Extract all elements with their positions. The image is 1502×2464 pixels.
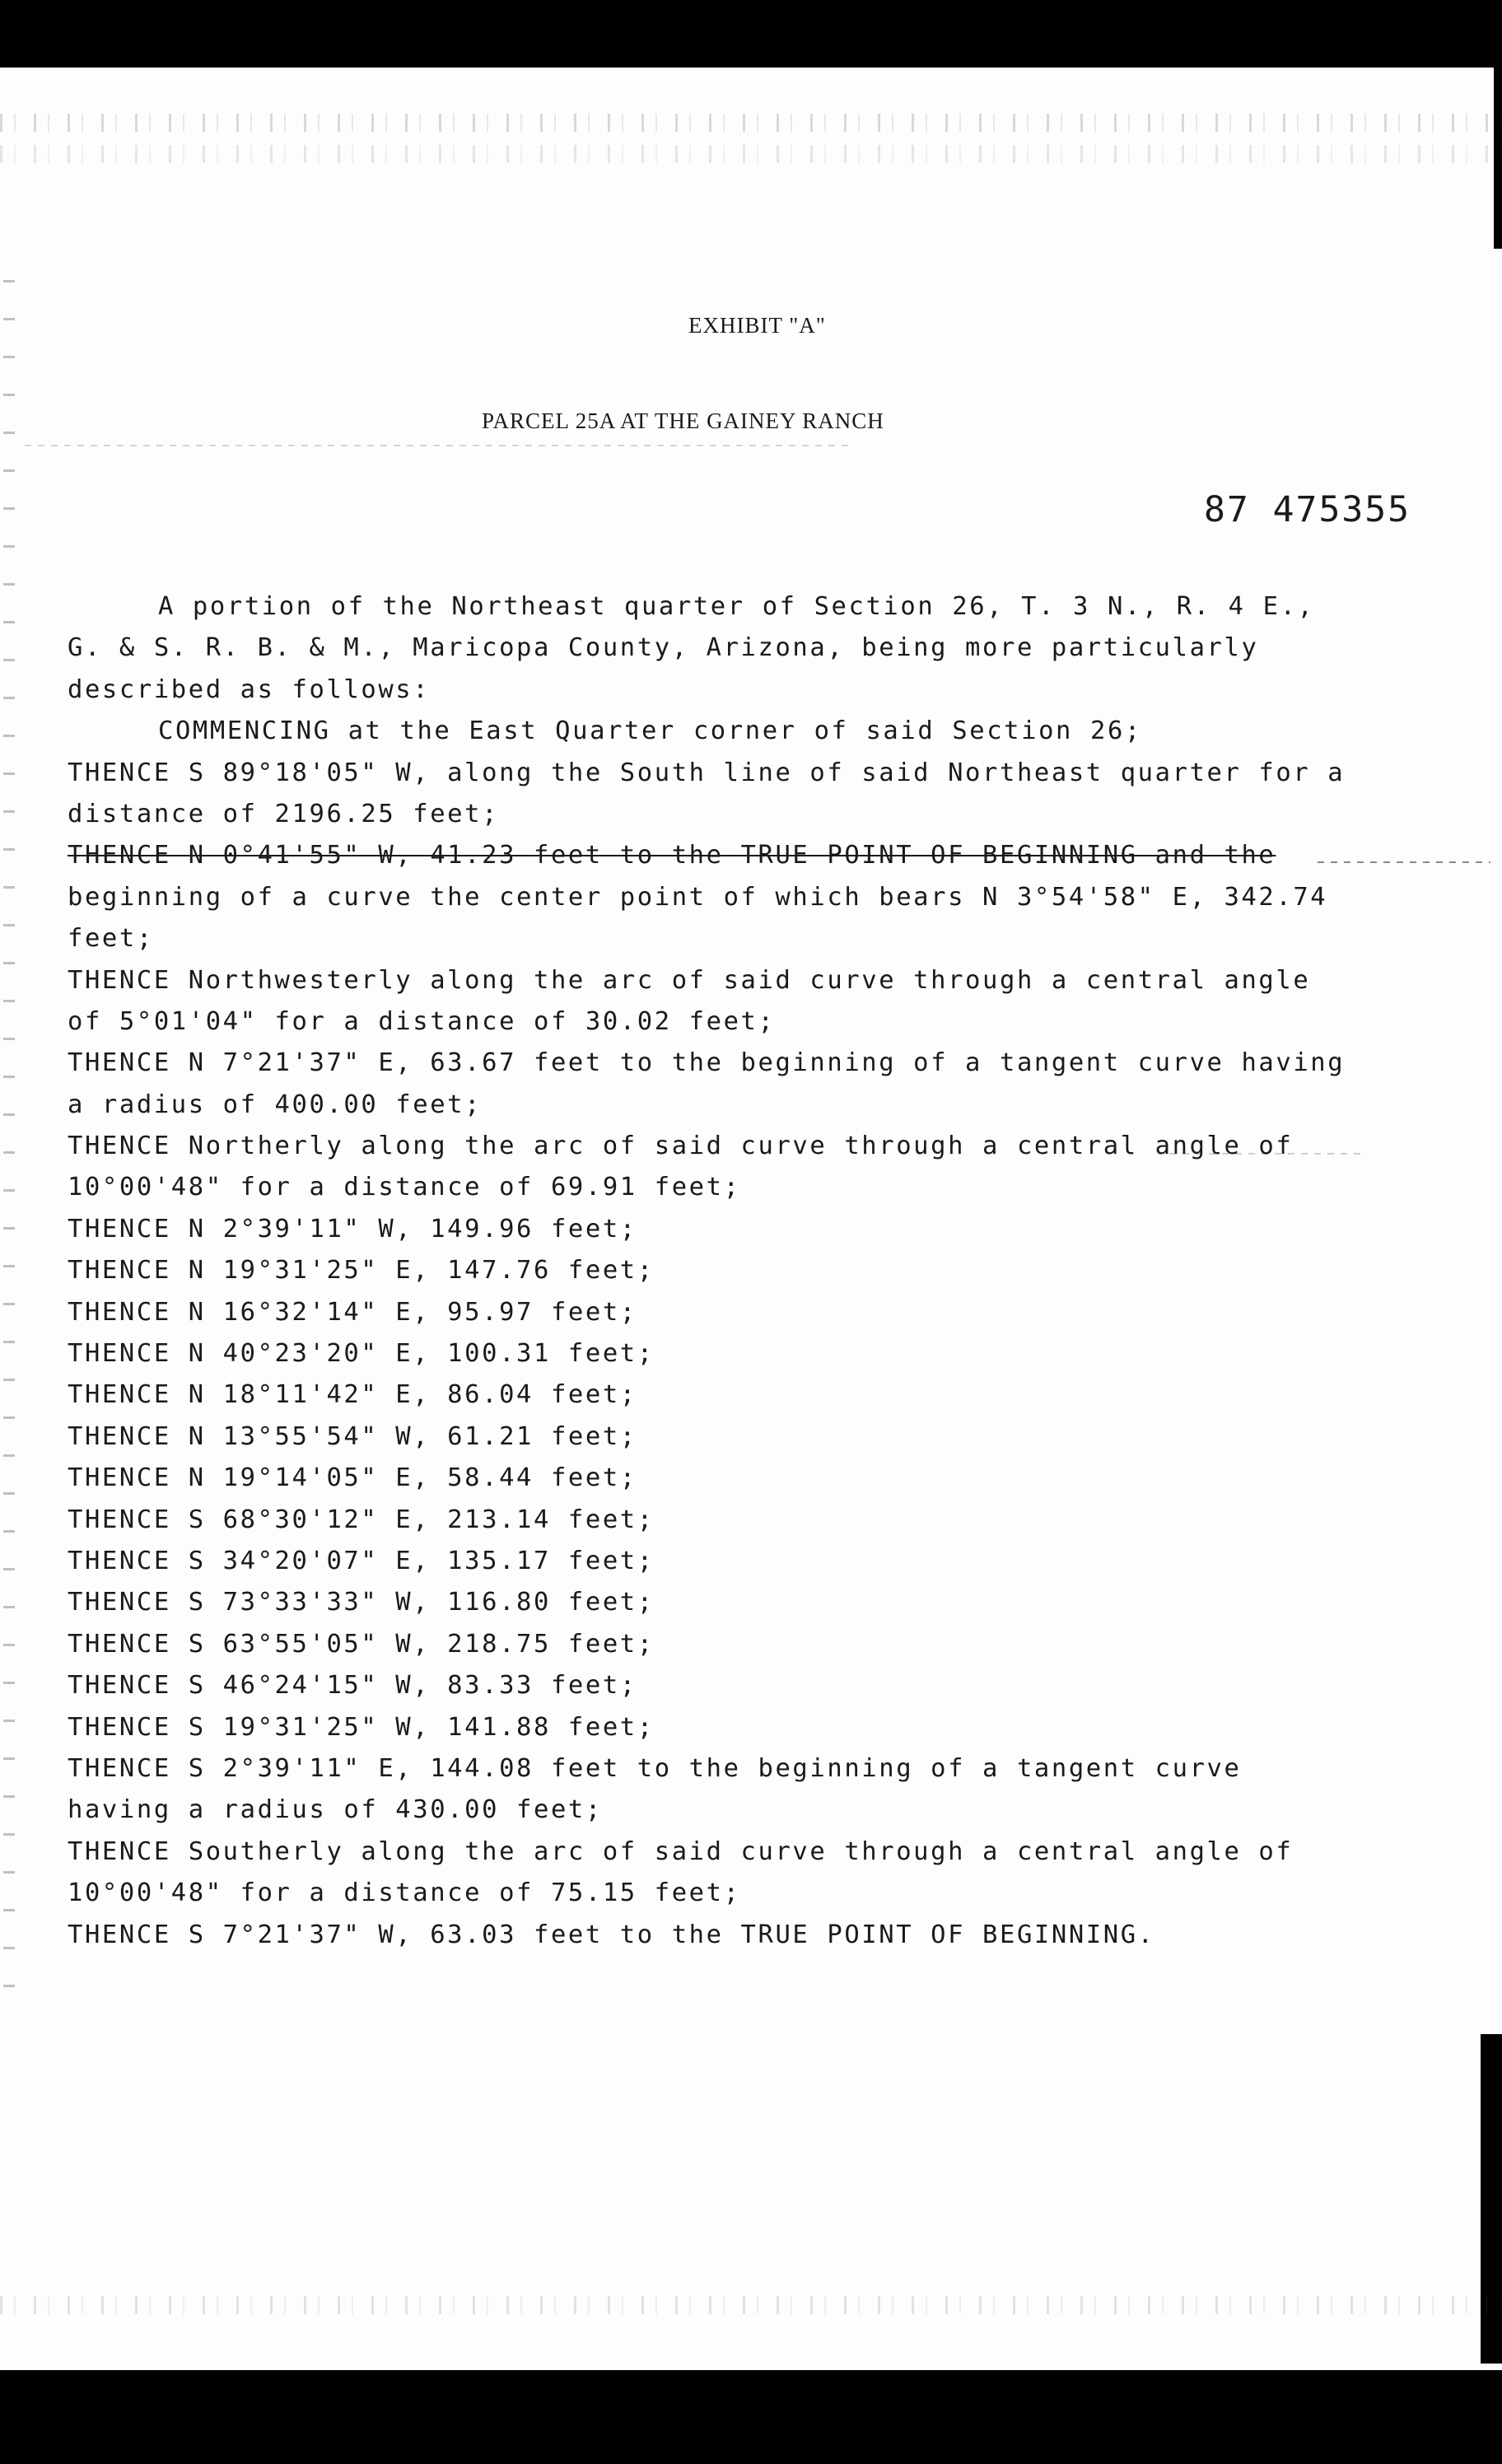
description-line: having a radius of 430.00 feet; bbox=[68, 1795, 603, 1825]
description-line: A portion of the Northeast quarter of Section 26, T. 3 N., R. 4 E., bbox=[158, 592, 1315, 621]
parcel-title: PARCEL 25A AT THE GAINEY RANCH bbox=[482, 408, 884, 433]
description-line: COMMENCING at the East Quarter corner of said Section 26; bbox=[158, 716, 1142, 746]
scan-noise-row bbox=[0, 114, 1502, 132]
description-line: G. & S. R. B. & M., Maricopa County, Arizona, being more particularly bbox=[68, 633, 1259, 663]
description-line: beginning of a curve the center point of which bears N 3°54'58" E, 342.74 bbox=[68, 882, 1328, 912]
description-line: feet; bbox=[68, 924, 154, 954]
description-line: 10°00'48" for a distance of 75.15 feet; bbox=[68, 1878, 741, 1908]
scan-noise-line bbox=[25, 445, 848, 446]
description-line: THENCE N 13°55'54" W, 61.21 feet; bbox=[68, 1421, 637, 1451]
exhibit-title: EXHIBIT "A" bbox=[688, 313, 826, 338]
description-line: THENCE S 73°33'33" W, 116.80 feet; bbox=[68, 1588, 655, 1617]
description-line: THENCE S 63°55'05" W, 218.75 feet; bbox=[68, 1629, 655, 1659]
description-line: THENCE S 34°20'07" E, 135.17 feet; bbox=[68, 1546, 655, 1575]
description-line: THENCE N 2°39'11" W, 149.96 feet; bbox=[68, 1214, 637, 1244]
description-line: THENCE N 0°41'55" W, 41.23 feet to the TRUE POINT OF BEGINNING and the bbox=[68, 841, 1276, 870]
description-line: THENCE N 16°32'14" E, 95.97 feet; bbox=[68, 1297, 637, 1327]
description-line: THENCE N 40°23'20" E, 100.31 feet; bbox=[68, 1339, 655, 1369]
description-line: 10°00'48" for a distance of 69.91 feet; bbox=[68, 1173, 741, 1202]
scan-noise-row bbox=[0, 145, 1502, 163]
description-line: THENCE S 89°18'05" W, along the South line of said Northeast quarter for a bbox=[68, 758, 1346, 787]
description-line: described as follows: bbox=[68, 674, 431, 704]
scan-border-top bbox=[0, 0, 1502, 68]
description-line: THENCE Northwesterly along the arc of said curve through a central angle bbox=[68, 965, 1311, 995]
description-line: THENCE S 19°31'25" W, 141.88 feet; bbox=[68, 1712, 655, 1742]
description-line: a radius of 400.00 feet; bbox=[68, 1090, 483, 1119]
recording-number: 87 475355 bbox=[1204, 489, 1411, 530]
description-line: THENCE S 7°21'37" W, 63.03 feet to the TRUE POINT OF BEGINNING. bbox=[68, 1920, 1155, 1949]
scan-noise-row bbox=[0, 2296, 1502, 2314]
description-line: THENCE N 7°21'37" E, 63.67 feet to the beginning of a tangent curve having bbox=[68, 1048, 1346, 1078]
scan-edge-marks bbox=[3, 280, 15, 2009]
description-line: THENCE Southerly along the arc of said curve through a central angle of bbox=[68, 1836, 1294, 1866]
description-line: THENCE S 68°30'12" E, 213.14 feet; bbox=[68, 1505, 655, 1534]
description-line: THENCE N 18°11'42" E, 86.04 feet; bbox=[68, 1380, 637, 1410]
description-line: THENCE S 2°39'11" E, 144.08 feet to the beginning of a tangent curve bbox=[68, 1753, 1242, 1783]
legal-description bbox=[68, 586, 1418, 1956]
scan-border-bottom bbox=[0, 2370, 1502, 2464]
scan-border-right-bottom bbox=[1481, 2034, 1502, 2364]
description-line: of 5°01'04" for a distance of 30.02 feet; bbox=[68, 1006, 776, 1036]
description-line: THENCE S 46°24'15" W, 83.33 feet; bbox=[68, 1671, 637, 1701]
description-line: THENCE N 19°31'25" E, 147.76 feet; bbox=[68, 1256, 655, 1286]
description-line: THENCE Northerly along the arc of said curve through a central angle of bbox=[68, 1132, 1294, 1161]
description-line: THENCE N 19°14'05" E, 58.44 feet; bbox=[68, 1463, 637, 1493]
description-line: distance of 2196.25 feet; bbox=[68, 799, 500, 828]
